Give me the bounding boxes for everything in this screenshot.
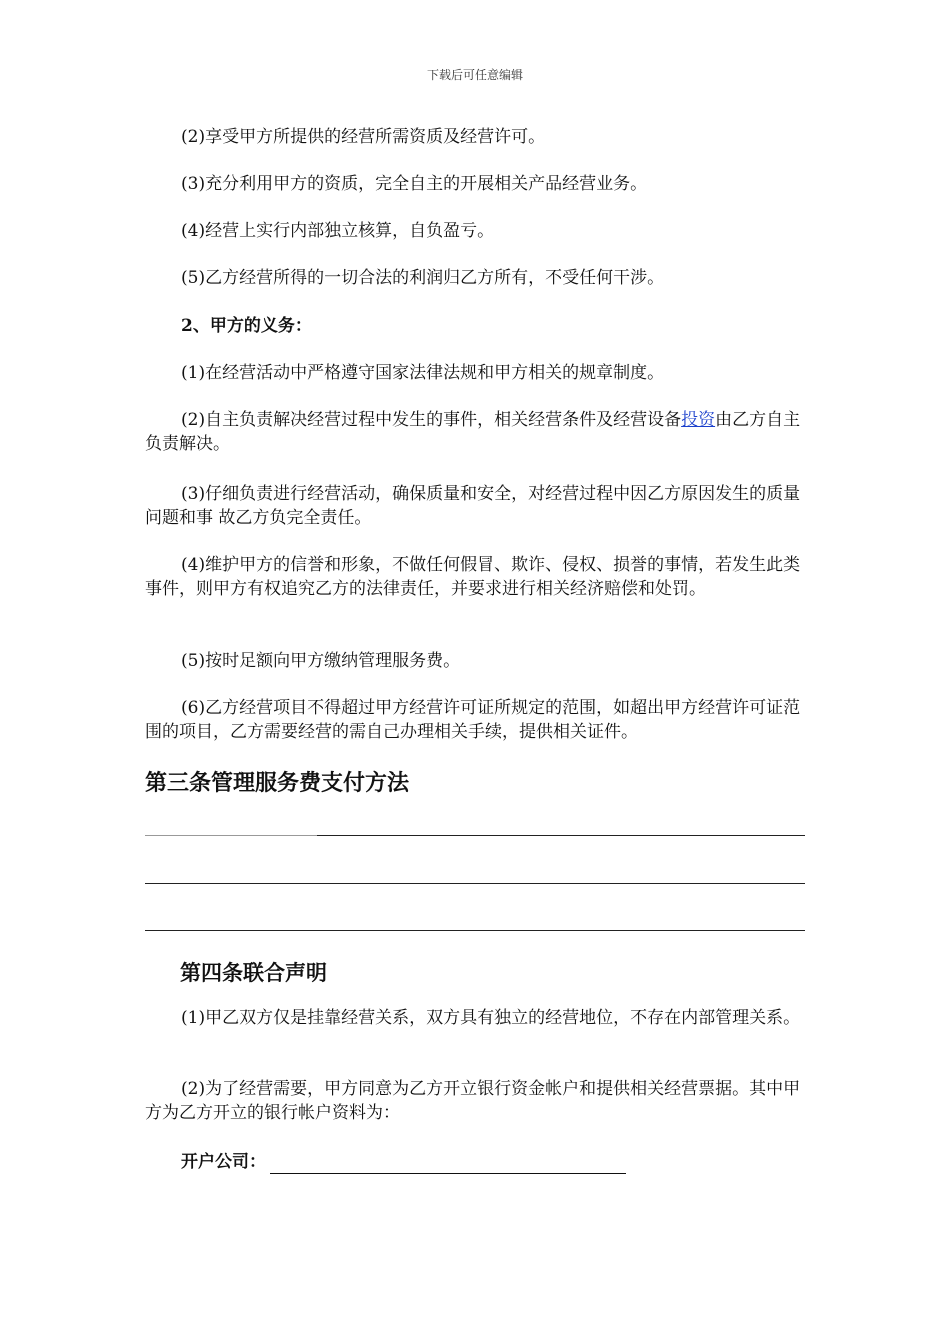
fill-in-line-1-start xyxy=(145,835,317,836)
account-company-row xyxy=(145,1150,805,1174)
obligation-item-2 xyxy=(145,408,805,456)
right-item-2: (2)享受甲方所提供的经营所需资质及经营许可。 xyxy=(181,127,546,147)
fill-in-line-2 xyxy=(145,883,805,884)
account-company-label: 开户公司： xyxy=(181,1152,266,1172)
right-item-3: (3)充分利用甲方的资质，完全自主的开展相关产品经营业务。 xyxy=(181,174,648,194)
right-item-4: (4)经营上实行内部独立核算，自负盈亏。 xyxy=(181,221,495,241)
right-item-5: (5)乙方经营所得的一切合法的利润归乙方所有，不受任何干涉。 xyxy=(181,268,665,288)
page-header-note: 下载后可任意编辑 xyxy=(426,68,523,82)
fill-in-line-3 xyxy=(145,930,805,931)
obligation-item-6: (6)乙方经营项目不得超过甲方经营许可证所规定的范围，如超出甲方经营许可证范围的项目，乙方需要经营的需自己办理相关手续，提供相关证件。 xyxy=(145,698,801,742)
section-4-title: 第四条联合声明 xyxy=(180,960,327,985)
obligations-title: 2、甲方的义务： xyxy=(181,316,312,336)
account-company-blank[interactable] xyxy=(270,1155,626,1174)
investment-link[interactable]: 投资 xyxy=(681,410,716,430)
section-3-title: 第三条管理服务费支付方法 xyxy=(145,770,410,796)
obligation-item-5: (5)按时足额向甲方缴纳管理服务费。 xyxy=(181,651,461,671)
declaration-item-1: (1)甲乙双方仅是挂靠经营关系，双方具有独立的经营地位，不存在内部管理关系。 xyxy=(181,1008,801,1028)
obligation-item-3: (3)仔细负责进行经营活动，确保质量和安全，对经营过程中因乙方原因发生的质量问题和事 故乙方负完全责任。 xyxy=(145,484,801,528)
obligation-item-1: (1)在经营活动中严格遵守国家法律法规和甲方相关的规章制度。 xyxy=(181,363,665,383)
obligation-item-4: (4)维护甲方的信誉和形象，不做任何假冒、欺诈、侵权、损誉的事情，若发生此类事件，则甲方有权追究乙方的法律责任，并要求进行相关经济赔偿和处罚。 xyxy=(145,555,801,599)
obligation-item-2-text-start: (2)自主负责解决经营过程中发生的事件，相关经营条件及经营设备 xyxy=(181,410,682,430)
obligation-item-2-text-end: 由乙方自主负责解决。 xyxy=(145,410,801,454)
declaration-item-2: (2)为了经营需要，甲方同意为乙方开立银行资金帐户和提供相关经营票据。其中甲方为乙方开立的银行帐户资料为： xyxy=(145,1079,801,1123)
